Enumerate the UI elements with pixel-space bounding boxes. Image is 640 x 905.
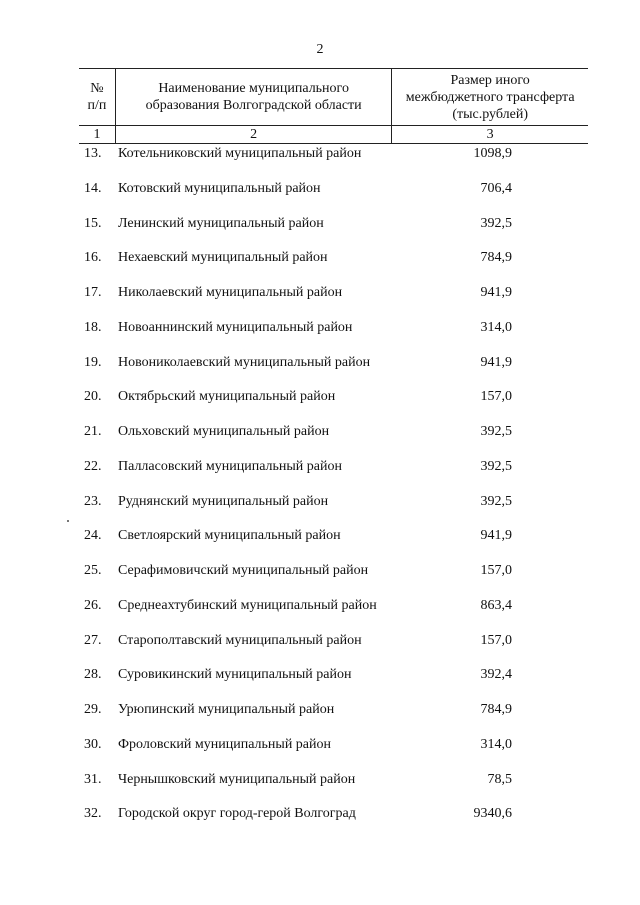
row-municipality-name: Городской округ город-герой Волгоград (118, 806, 356, 822)
row-number: 31. (84, 771, 102, 787)
row-number: 26. (84, 597, 102, 613)
header-name-column: Наименование муниципального образования Волгоградской области (115, 69, 391, 125)
row-transfer-amount: 392,5 (480, 493, 512, 509)
table-row (0, 627, 640, 662)
table-header-row (79, 68, 588, 126)
row-number: 19. (84, 354, 102, 370)
row-number: 25. (84, 563, 102, 578)
row-number: 20. (84, 389, 102, 405)
scan-speck (67, 520, 69, 522)
row-number: 27. (84, 632, 102, 648)
row-number: 30. (84, 736, 102, 752)
row-municipality-name: Новоаннинский муниципальный район (118, 319, 353, 335)
column-number-1: 1 (93, 127, 101, 142)
row-transfer-amount: 157,0 (480, 389, 512, 405)
row-transfer-amount: 392,5 (480, 215, 512, 231)
row-transfer-amount: 863,4 (480, 597, 512, 613)
table-row (0, 522, 640, 557)
table-row (0, 661, 640, 696)
row-municipality-name: Чернышковский муниципальный район (118, 771, 356, 787)
row-transfer-amount: 1098,9 (473, 146, 512, 161)
table-row (0, 418, 640, 453)
row-number: 15. (84, 215, 102, 231)
table-row (0, 800, 640, 835)
row-transfer-amount: 78,5 (487, 771, 512, 787)
row-municipality-name: Октябрьский муниципальный район (118, 389, 336, 405)
row-municipality-name: Старополтавский муниципальный район (118, 632, 362, 648)
table-row (0, 314, 640, 349)
row-municipality-name: Ленинский муниципальный район (118, 215, 324, 231)
table-row (0, 383, 640, 418)
row-transfer-amount: 706,4 (480, 180, 512, 196)
row-transfer-amount: 392,4 (480, 667, 512, 683)
row-number: 23. (84, 493, 102, 509)
row-transfer-amount: 784,9 (480, 702, 512, 717)
row-number: 29. (84, 702, 102, 717)
row-transfer-amount: 941,9 (480, 285, 512, 300)
table-body (0, 140, 640, 835)
row-transfer-amount: 157,0 (480, 632, 512, 648)
row-number: 18. (84, 319, 102, 335)
row-municipality-name: Урюпинский муниципальный район (118, 702, 335, 717)
row-number: 16. (84, 250, 102, 266)
page-number: 2 (316, 42, 324, 57)
column-number-2: 2 (115, 126, 391, 143)
row-transfer-amount: 157,0 (480, 563, 512, 578)
row-number: 14. (84, 180, 102, 196)
table-row (0, 592, 640, 627)
table-row (0, 175, 640, 210)
row-number: 32. (84, 806, 102, 822)
column-number-3: 3 (391, 126, 588, 143)
row-number: 21. (84, 424, 102, 439)
row-municipality-name: Светлоярский муниципальный район (118, 528, 341, 544)
row-municipality-name: Нехаевский муниципальный район (118, 250, 328, 266)
row-transfer-amount: 314,0 (480, 736, 512, 752)
table-row (0, 140, 640, 175)
header-number-column: № п/п (87, 81, 107, 113)
row-municipality-name: Ольховский муниципальный район (118, 424, 330, 439)
row-municipality-name: Николаевский муниципальный район (118, 285, 343, 300)
row-municipality-name: Суровикинский муниципальный район (118, 667, 352, 683)
table-row (0, 557, 640, 592)
row-municipality-name: Среднеахтубинский муниципальный район (118, 597, 377, 613)
row-municipality-name: Фроловский муниципальный район (118, 736, 332, 752)
row-municipality-name: Котовский муниципальный район (118, 180, 321, 196)
row-municipality-name: Руднянский муниципальный район (118, 493, 329, 509)
header-amount-column: Размер иного межбюджетного трансферта (тыс.рублей) (391, 69, 588, 125)
table-row (0, 696, 640, 731)
row-number: 17. (84, 285, 102, 300)
row-transfer-amount: 784,9 (480, 250, 512, 266)
row-transfer-amount: 941,9 (480, 528, 512, 544)
table-row (0, 279, 640, 314)
table-row (0, 453, 640, 488)
row-transfer-amount: 392,5 (480, 458, 512, 474)
table-row (0, 766, 640, 801)
row-municipality-name: Новониколаевский муниципальный район (118, 354, 371, 370)
row-number: 22. (84, 458, 102, 474)
row-transfer-amount: 392,5 (480, 424, 512, 439)
row-number: 28. (84, 667, 102, 683)
row-municipality-name: Серафимовичский муниципальный район (118, 563, 369, 578)
row-transfer-amount: 9340,6 (473, 806, 512, 822)
row-municipality-name: Котельниковский муниципальный район (118, 146, 362, 161)
table-row (0, 244, 640, 279)
row-number: 24. (84, 528, 102, 544)
table-row (0, 731, 640, 766)
row-transfer-amount: 314,0 (480, 319, 512, 335)
row-number: 13. (84, 146, 102, 161)
table-row (0, 488, 640, 523)
table-row (0, 349, 640, 384)
transfer-table-header (79, 68, 588, 144)
row-municipality-name: Палласовский муниципальный район (118, 458, 342, 474)
table-row (0, 210, 640, 245)
row-transfer-amount: 941,9 (480, 354, 512, 370)
